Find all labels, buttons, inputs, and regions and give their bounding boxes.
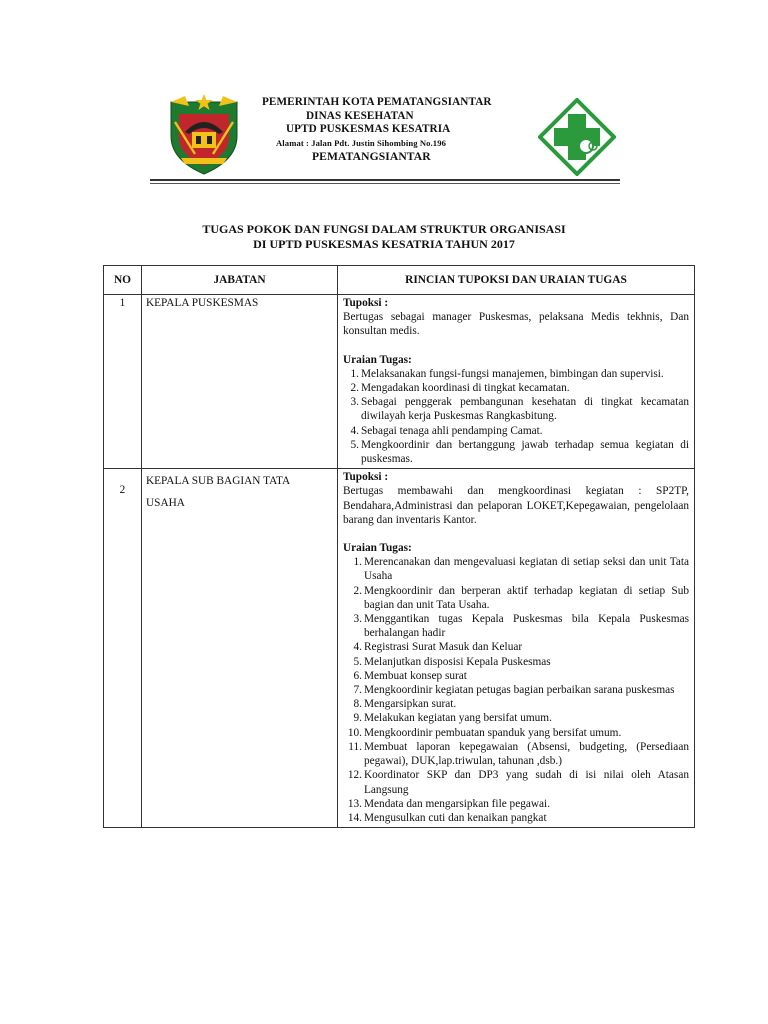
task-list <box>343 367 689 466</box>
header-no: NO <box>104 266 142 295</box>
tupoksi-text: Bertugas membawahi dan mengkoordinasi kegiatan : SP2TP, Bendahara,Administrasi dan pelaporan LOKET,Kepegawaian, pengelolaan barang dan inventaris Kantor. <box>343 485 689 526</box>
letterhead-rule-thin <box>150 183 620 184</box>
uraian-label: Uraian Tugas: <box>343 542 412 555</box>
row-rincian <box>338 295 695 469</box>
task-list <box>343 555 689 825</box>
list-item: 14. Mengusulkan cuti dan kenaikan pangkat <box>347 811 547 824</box>
table-header-row <box>104 266 695 295</box>
list-item: 13. Mendata dan mengarsipkan file pegawai. <box>347 797 551 810</box>
row-jabatan <box>142 469 338 828</box>
row-rincian <box>338 469 695 828</box>
list-item: 7. Mengkoordinir kegiatan petugas bagian perbaikan sarana puskesmas <box>353 684 675 697</box>
list-item: 12. Koordinator SKP dan DP3 yang sudah di isi nilai oleh Atasan Langsung <box>347 769 689 796</box>
list-item: 8. Mengarsipkan surat. <box>353 698 457 711</box>
tupoksi-label: Tupoksi : <box>343 471 389 484</box>
letterhead-text <box>262 96 532 164</box>
tupoksi-label: Tupoksi : <box>343 297 389 309</box>
row-jabatan <box>142 295 338 469</box>
list-item: 4. Registrasi Surat Masuk dan Keluar <box>353 641 523 654</box>
list-item: 4. Sebagai tenaga ahli pendamping Camat. <box>350 424 543 437</box>
list-item: 5. Melanjutkan disposisi Kepala Puskesmas <box>353 655 551 668</box>
letterhead-address: Alamat : Jalan Pdt. Justin Sihombing No.196 <box>276 137 446 148</box>
puskesmas-logo-icon <box>538 98 616 176</box>
city-emblem-icon <box>165 92 243 176</box>
list-item: 5. Mengkoordinir dan bertanggung jawab terhadap semua kegiatan di puskesmas. <box>350 438 689 466</box>
document-title <box>0 222 768 252</box>
list-item: 1. Merencanakan dan mengevaluasi kegiatan di setiap seksi dan unit Tata Usaha <box>353 556 689 583</box>
title-line-1: TUGAS POKOK DAN FUNGSI DALAM STRUKTUR ORGANISASI <box>202 222 566 236</box>
letterhead-government: PEMERINTAH KOTA PEMATANGSIANTAR <box>262 96 492 108</box>
tupoksi-text: Bertugas sebagai manager Puskesmas, pelaksana Medis tekhnis, Dan konsultan medis. <box>343 311 689 338</box>
jabatan-line: KEPALA SUB BAGIAN TATA <box>146 475 291 488</box>
list-item: 10. Mengkoordinir pembuatan spanduk yang bersifat umum. <box>347 726 622 739</box>
table-row <box>104 469 695 828</box>
letterhead-city: PEMATANGSIANTAR <box>312 150 431 164</box>
row-number: 2 <box>104 469 142 828</box>
table-row <box>104 295 695 469</box>
header-rincian: RINCIAN TUPOKSI DAN URAIAN TUGAS <box>338 266 695 295</box>
list-item: 2. Mengadakan koordinasi di tingkat kecamatan. <box>350 382 570 395</box>
list-item: 6. Membuat konsep surat <box>353 669 467 682</box>
list-item: 1. Melaksanakan fungsi-fungsi manajemen, bimbingan dan supervisi. <box>350 367 664 380</box>
list-item: 9. Melakukan kegiatan yang bersifat umum. <box>353 712 552 725</box>
list-item: 2. Mengkoordinir dan berperan aktif terhadap kegiatan di setiap Sub bagian dan unit Tata Usaha. <box>353 584 689 611</box>
letterhead <box>150 82 620 187</box>
list-item: 11. Membuat laporan kepegawaian (Absensi, budgeting, (Persediaan pegawai), DUK,lap.triwulan, tahunan ,dsb.) <box>348 740 689 768</box>
letterhead-unit: UPTD PUSKESMAS KESATRIA <box>286 123 451 136</box>
jabatan-line: USAHA <box>146 497 185 510</box>
row-number: 1 <box>104 295 142 469</box>
title-line-2: DI UPTD PUSKESMAS KESATRIA TAHUN 2017 <box>253 237 515 251</box>
header-jabatan: JABATAN <box>142 266 338 295</box>
uraian-label: Uraian Tugas: <box>343 353 412 366</box>
letterhead-agency: DINAS KESEHATAN <box>306 109 414 122</box>
tupoksi-table <box>103 265 695 828</box>
list-item: 3. Sebagai penggerak pembangunan kesehatan di tingkat kecamatan diwilayah kerja Puskesmas Rangkasbitung. <box>350 396 689 423</box>
jabatan-line: KEPALA PUSKESMAS <box>146 297 259 309</box>
list-item: 3. Menggantikan tugas Kepala Puskesmas bila Kepala Puskesmas berhalangan hadir <box>353 613 689 640</box>
letterhead-rule-thick <box>150 179 620 181</box>
